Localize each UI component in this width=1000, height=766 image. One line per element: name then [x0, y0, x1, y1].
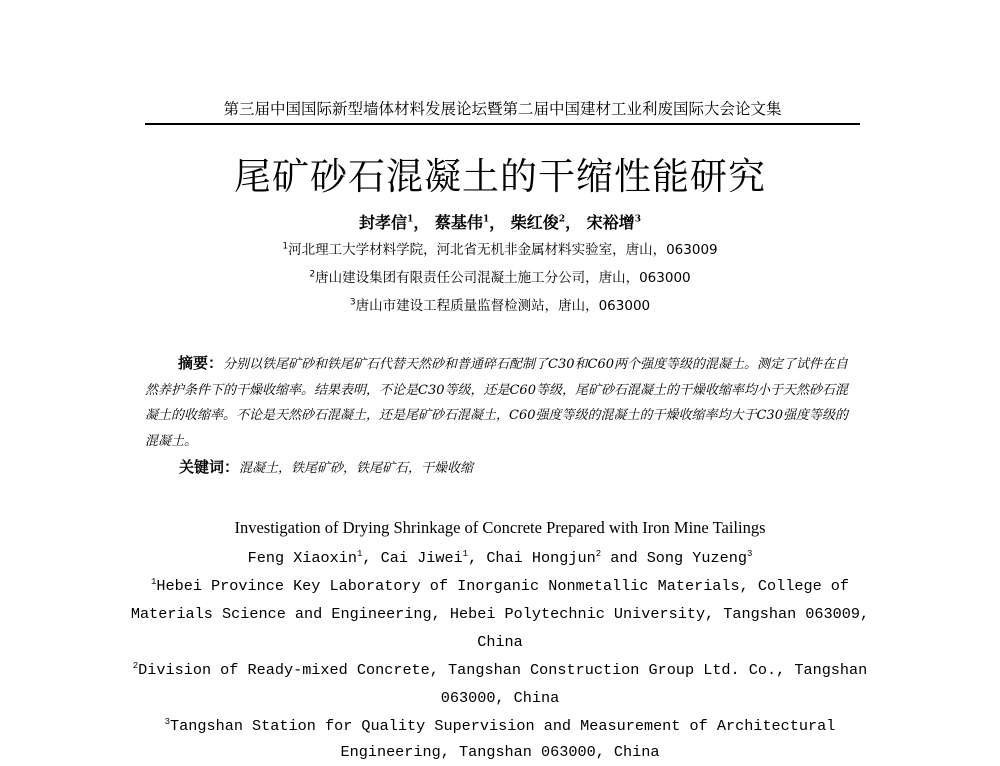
- en-affiliation-line: Engineering, Tangshan 063000, China: [340, 743, 660, 761]
- en-author-list: [0, 544, 1000, 572]
- en-author-sup: 1: [462, 548, 469, 559]
- cn-author-list: [0, 212, 1000, 234]
- abstract-label: 摘要：: [178, 354, 224, 372]
- running-header-text: 第三届中国国际新型墙体材料发展论坛暨第二届中国建材工业利废国际大会论文集: [223, 100, 782, 118]
- en-affiliation-line: Materials Science and Engineering, Hebei Polytechnic University, Tangshan 063009,: [130, 605, 870, 623]
- affiliation-text: 唐山市建设工程质量监督检测站，唐山，063000: [355, 298, 651, 314]
- cn-author-sup: 1: [482, 214, 490, 225]
- affiliation-sup: 1: [150, 576, 157, 587]
- affiliation-sup: 3: [164, 716, 171, 727]
- affiliation-text: 河北理工大学材料学院，河北省无机非金属材料实验室，唐山，063009: [288, 242, 718, 258]
- cn-author: 柴红俊: [510, 213, 559, 232]
- en-affiliation-line: China: [477, 633, 523, 651]
- affiliation-text: Division of Ready-mixed Concrete, Tangshan Construction Group Ltd. Co., Tangshan: [138, 661, 868, 679]
- cn-affiliation: [0, 296, 1000, 316]
- en-author-sup: 1: [357, 548, 363, 559]
- keywords: [179, 455, 473, 481]
- author-separator: ,: [468, 549, 487, 567]
- cn-author: 封孝信: [359, 213, 408, 232]
- en-author-and: and: [610, 549, 638, 567]
- cn-author: 宋裕增: [586, 213, 635, 232]
- en-author: Song Yuzeng: [646, 549, 747, 567]
- en-affiliation-line: [0, 656, 1000, 684]
- en-affiliation-line: 063000, China: [440, 689, 560, 707]
- en-author: Feng Xiaoxin: [247, 549, 357, 567]
- en-title: Investigation of Drying Shrinkage of Concrete Prepared with Iron Mine Tailings: [234, 518, 766, 537]
- running-header: [145, 97, 860, 125]
- affiliation-sup: 1: [282, 241, 289, 252]
- en-author-sup: 2: [595, 548, 602, 559]
- affiliation-text: Tangshan Station for Quality Supervision and Measurement of Architectural: [170, 717, 836, 735]
- cn-author-sup: 1: [407, 214, 414, 225]
- abstract-text: 分别以铁尾矿砂和铁尾矿石代替天然砂和普通碎石配制了C30和C60两个强度等级的混凝土。测定了试件在自然养护条件下的干燥收缩率。结果表明，不论是C30等级，还是C60等级，尾矿砂石混凝土的干燥收缩率均小于天然砂石混凝土的收缩率。不论是天然砂石混凝土，还是尾矿砂石混凝土，C60强度等级的混凝土的干燥收缩率均大于C30强度等级的混凝土。: [145, 357, 848, 449]
- cn-author-sup: 3: [634, 214, 641, 225]
- affiliation-sup: 3: [349, 297, 356, 308]
- affiliation-text: 唐山建设集团有限责任公司混凝土施工分公司，唐山，063000: [315, 270, 691, 286]
- en-affiliation-line: [0, 712, 1000, 740]
- en-author: Cai Jiwei: [380, 549, 463, 567]
- affiliation-sup: 2: [132, 660, 139, 671]
- cn-author: 蔡基伟: [434, 213, 483, 232]
- author-separator: ，: [565, 213, 582, 232]
- keywords-label: 关键词：: [179, 458, 240, 476]
- cn-affiliation: [0, 240, 1000, 260]
- affiliation-text: Hebei Province Key Laboratory of Inorganic Nonmetallic Materials, College of: [156, 577, 850, 595]
- cn-author-sup: 2: [558, 214, 566, 225]
- author-separator: ,: [362, 549, 381, 567]
- abstract: [145, 351, 857, 454]
- affiliation-sup: 2: [309, 269, 316, 280]
- author-separator: ，: [489, 213, 506, 232]
- paper-title: 尾矿砂石混凝土的干缩性能研究: [234, 155, 766, 198]
- en-author: Chai Hongjun: [486, 549, 596, 567]
- en-author-sup: 3: [746, 548, 753, 559]
- author-separator: ，: [413, 213, 430, 232]
- keywords-text: 混凝土，铁尾矿砂，铁尾矿石，干燥收缩: [239, 461, 474, 476]
- cn-affiliation: [0, 268, 1000, 288]
- en-affiliation-line: [0, 572, 1000, 600]
